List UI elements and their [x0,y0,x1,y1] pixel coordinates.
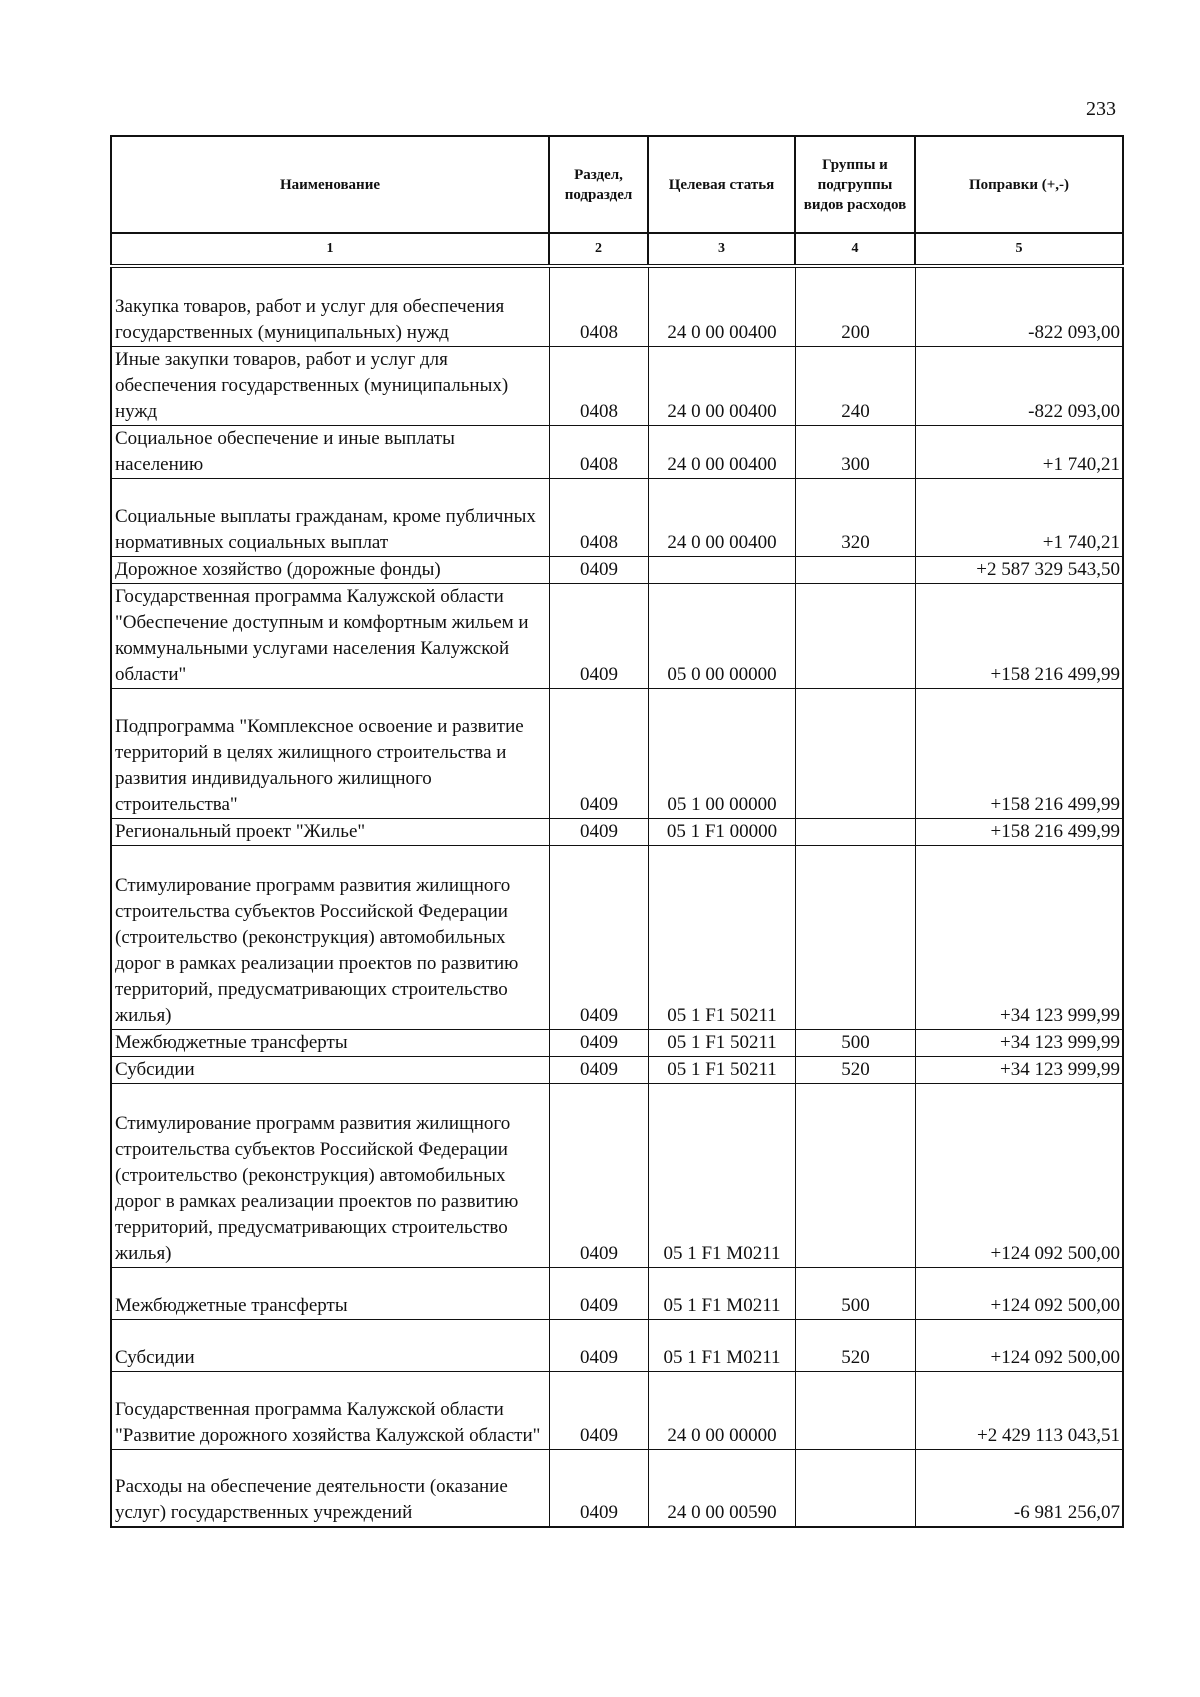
header-target: Целевая статья [648,136,795,233]
row-group: 320 [795,478,915,556]
table-row [111,266,1123,346]
row-section: 0409 [549,818,648,845]
row-target: 24 0 00 00000 [648,1371,795,1449]
row-amount: -822 093,00 [915,266,1123,346]
row-section: 0409 [549,1449,648,1527]
row-name: Государственная программа Калужской области "Обеспечение доступным и комфортным жильем и коммунальными услугами населения Калужской области" [111,583,549,688]
row-target: 05 1 F1 M0211 [648,1267,795,1319]
budget-amendments-table [110,135,1124,1528]
row-amount: -822 093,00 [915,346,1123,425]
row-target: 05 1 F1 M0211 [648,1083,795,1267]
column-number: 2 [549,233,648,266]
row-target [648,556,795,583]
row-target: 05 1 F1 50211 [648,1056,795,1083]
row-group [795,1371,915,1449]
table-row [111,1056,1123,1083]
row-group: 520 [795,1056,915,1083]
row-section: 0409 [549,1267,648,1319]
row-section: 0409 [549,1029,648,1056]
row-group: 200 [795,266,915,346]
column-number: 3 [648,233,795,266]
row-name: Закупка товаров, работ и услуг для обеспечения государственных (муниципальных) нужд [111,266,549,346]
row-amount: +1 740,21 [915,425,1123,478]
page-number: 233 [1086,98,1116,120]
row-section: 0409 [549,1319,648,1371]
row-amount: +2 587 329 543,50 [915,556,1123,583]
row-target: 24 0 00 00400 [648,478,795,556]
row-amount: +124 092 500,00 [915,1083,1123,1267]
header-section: Раздел, подраздел [549,136,648,233]
row-amount: +34 123 999,99 [915,1029,1123,1056]
row-target: 05 1 F1 50211 [648,1029,795,1056]
row-target: 24 0 00 00400 [648,425,795,478]
table-row [111,425,1123,478]
row-target: 05 1 F1 M0211 [648,1319,795,1371]
row-target: 05 1 00 00000 [648,688,795,818]
table-header-row [111,136,1123,233]
row-section: 0409 [549,556,648,583]
row-amount: +1 740,21 [915,478,1123,556]
column-number: 1 [111,233,549,266]
row-amount: +158 216 499,99 [915,583,1123,688]
table-row [111,1267,1123,1319]
row-group: 240 [795,346,915,425]
row-name: Межбюджетные трансферты [111,1267,549,1319]
table-row [111,1319,1123,1371]
row-section: 0409 [549,1371,648,1449]
row-amount: +158 216 499,99 [915,818,1123,845]
row-group [795,845,915,1029]
table-body [111,266,1123,1527]
row-amount: +34 123 999,99 [915,845,1123,1029]
row-name: Государственная программа Калужской области "Развитие дорожного хозяйства Калужской области" [111,1371,549,1449]
header-name: Наименование [111,136,549,233]
table-row [111,818,1123,845]
row-target: 24 0 00 00400 [648,266,795,346]
row-amount: +34 123 999,99 [915,1056,1123,1083]
row-group [795,688,915,818]
row-group [795,1083,915,1267]
table-row [111,346,1123,425]
row-name: Субсидии [111,1319,549,1371]
column-number-row [111,233,1123,266]
table-row [111,1449,1123,1527]
row-section: 0409 [549,1056,648,1083]
row-section: 0409 [549,583,648,688]
row-amount: +124 092 500,00 [915,1267,1123,1319]
table-row [111,1371,1123,1449]
row-target: 05 1 F1 50211 [648,845,795,1029]
row-target: 24 0 00 00400 [648,346,795,425]
row-target: 24 0 00 00590 [648,1449,795,1527]
table-row [111,583,1123,688]
row-name: Подпрограмма "Комплексное освоение и развитие территорий в целях жилищного строительства и развития индивидуального жилищного строительства" [111,688,549,818]
row-section: 0409 [549,845,648,1029]
row-name: Дорожное хозяйство (дорожные фонды) [111,556,549,583]
column-number: 5 [915,233,1123,266]
row-section: 0408 [549,425,648,478]
row-name: Субсидии [111,1056,549,1083]
row-name: Иные закупки товаров, работ и услуг для обеспечения государственных (муниципальных) нужд [111,346,549,425]
row-section: 0408 [549,266,648,346]
row-section: 0409 [549,688,648,818]
row-group: 300 [795,425,915,478]
row-group: 520 [795,1319,915,1371]
row-group: 500 [795,1029,915,1056]
row-amount: +2 429 113 043,51 [915,1371,1123,1449]
table-row [111,478,1123,556]
column-number: 4 [795,233,915,266]
row-target: 05 0 00 00000 [648,583,795,688]
row-group [795,1449,915,1527]
table-row [111,556,1123,583]
header-groups: Группы и подгруппы видов расходов [795,136,915,233]
header-amendments: Поправки (+,-) [915,136,1123,233]
row-target: 05 1 F1 00000 [648,818,795,845]
row-name: Социальное обеспечение и иные выплаты населению [111,425,549,478]
row-amount: -6 981 256,07 [915,1449,1123,1527]
row-group [795,818,915,845]
row-section: 0409 [549,1083,648,1267]
row-name: Расходы на обеспечение деятельности (оказание услуг) государственных учреждений [111,1449,549,1527]
table-row [111,1083,1123,1267]
row-group: 500 [795,1267,915,1319]
table-row [111,688,1123,818]
row-section: 0408 [549,478,648,556]
row-name: Стимулирование программ развития жилищного строительства субъектов Российской Федерации (строительство (реконструкция) автомобильных дорог в рамках реализации проектов по развитию территорий, предусматривающих строительство жилья) [111,845,549,1029]
table-row [111,845,1123,1029]
row-amount: +158 216 499,99 [915,688,1123,818]
row-group [795,583,915,688]
table-row [111,1029,1123,1056]
row-name: Региональный проект "Жилье" [111,818,549,845]
row-name: Социальные выплаты гражданам, кроме публичных нормативных социальных выплат [111,478,549,556]
row-section: 0408 [549,346,648,425]
row-amount: +124 092 500,00 [915,1319,1123,1371]
row-group [795,556,915,583]
row-name: Стимулирование программ развития жилищного строительства субъектов Российской Федерации (строительство (реконструкция) автомобильных дорог в рамках реализации проектов по развитию территорий, предусматривающих строительство жилья) [111,1083,549,1267]
row-name: Межбюджетные трансферты [111,1029,549,1056]
